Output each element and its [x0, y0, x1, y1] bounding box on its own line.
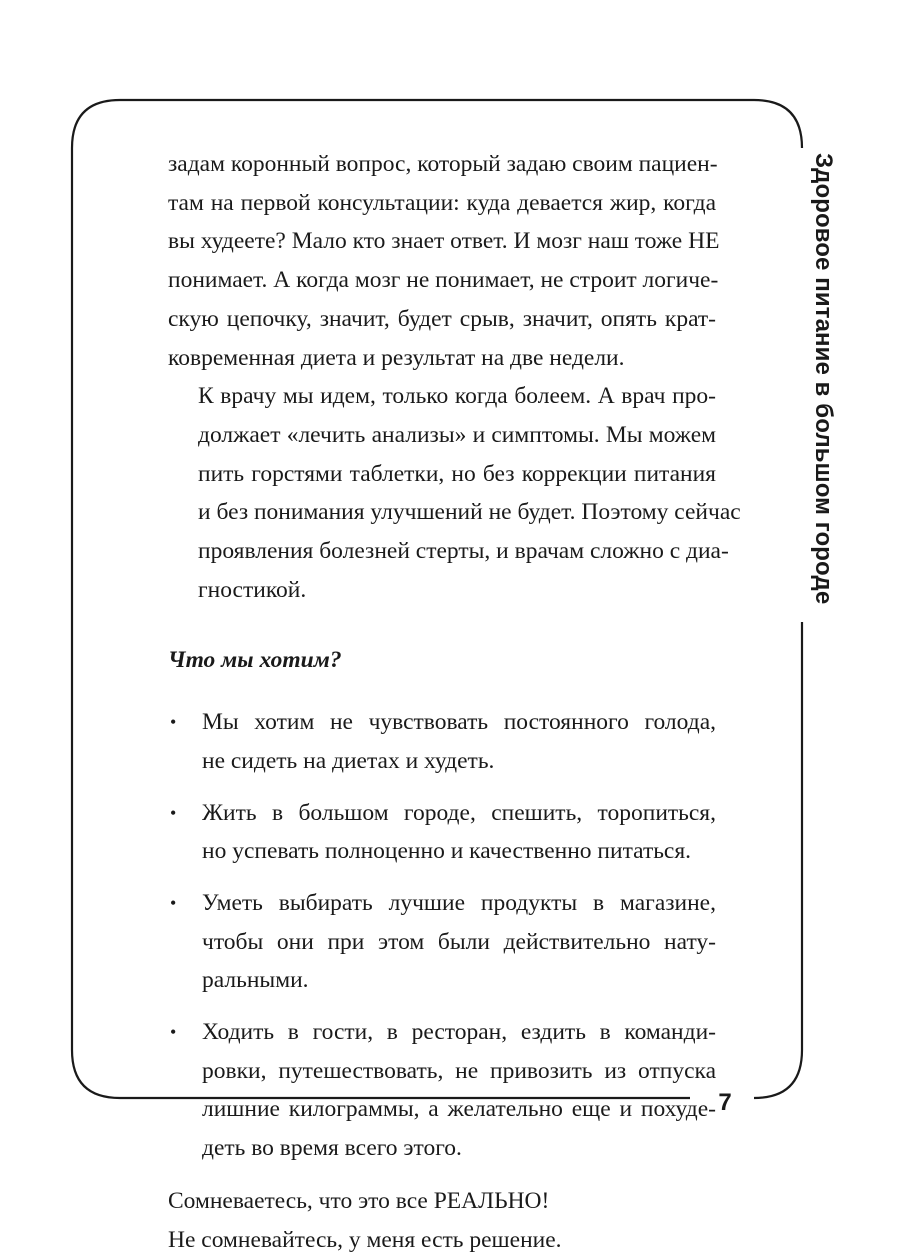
- text-line: и без понимания улучшений не будет. Поэтому сейчас: [198, 499, 741, 526]
- text-line: К врачу мы идем, только когда болеем. А врач про-: [198, 383, 716, 410]
- text-line: Ходить в гости, в ресторан, ездить в команди-: [202, 1019, 716, 1046]
- text-line: ковременная диета и результат на две недели.: [168, 344, 625, 371]
- bullet-icon: •: [170, 892, 177, 913]
- text-line: вы худеете? Мало кто знает ответ. И мозг наш тоже НЕ: [168, 228, 720, 255]
- text-line: Сомневаетесь, что это все РЕАЛЬНО!: [168, 1187, 550, 1214]
- text-line: гностикой.: [198, 576, 307, 603]
- text-line: скую цепочку, значит, будет срыв, значит, опять крат-: [168, 305, 716, 332]
- text-line: проявления болезней стерты, и врачам сложно с диа-: [198, 538, 729, 565]
- text-line: деть во время всего этого.: [202, 1135, 462, 1162]
- text-line: задам коронный вопрос, который задаю своим пациен-: [168, 151, 718, 177]
- text-line: понимает. А когда мозг не понимает, не строит логиче-: [168, 267, 719, 294]
- text-line: чтобы они при этом были действительно нату-: [202, 928, 716, 955]
- bullet-icon: •: [170, 1022, 177, 1043]
- text-line: не сидеть на диетах и худеть.: [202, 747, 495, 774]
- text-line: но успевать полноценно и качественно питаться.: [202, 838, 692, 865]
- bullet-icon: •: [170, 802, 177, 823]
- text-line: Жить в большом городе, спешить, торопиться,: [202, 799, 716, 826]
- paragraph-doctor: [168, 377, 741, 609]
- running-head: Здоровое питание в большом городе: [810, 153, 837, 605]
- list-item: [168, 884, 716, 1000]
- list-item: [168, 794, 716, 871]
- closing-paragraph: [168, 1182, 716, 1259]
- text-line: Уметь выбирать лучшие продукты в магазине,: [202, 889, 716, 916]
- text-line: должает «лечить анализы» и симптомы. Мы можем: [198, 421, 716, 448]
- subheading: Что мы хотим?: [168, 647, 342, 674]
- page-number: 7: [718, 1089, 732, 1116]
- text-line: Мы хотим не чувствовать постоянного голода,: [202, 709, 716, 736]
- paragraph-continued: [168, 145, 720, 377]
- text-line: ровки, путешествовать, не привозить из отпуска: [202, 1057, 716, 1084]
- body-text: [168, 145, 741, 1259]
- text-line: там на первой консультации: куда девается жир, когда: [168, 189, 716, 216]
- text-line: Не сомневайтесь, у меня есть решение.: [168, 1226, 562, 1253]
- text-line: пить горстями таблетки, но без коррекции питания: [198, 460, 716, 487]
- bullet-icon: •: [170, 712, 177, 733]
- text-line: лишние килограммы, а желательно еще и похуде-: [202, 1096, 716, 1123]
- text-line: ральными.: [202, 967, 309, 994]
- list-item: [168, 1013, 716, 1168]
- list-item: [168, 703, 716, 780]
- wishes-list: [168, 703, 716, 1168]
